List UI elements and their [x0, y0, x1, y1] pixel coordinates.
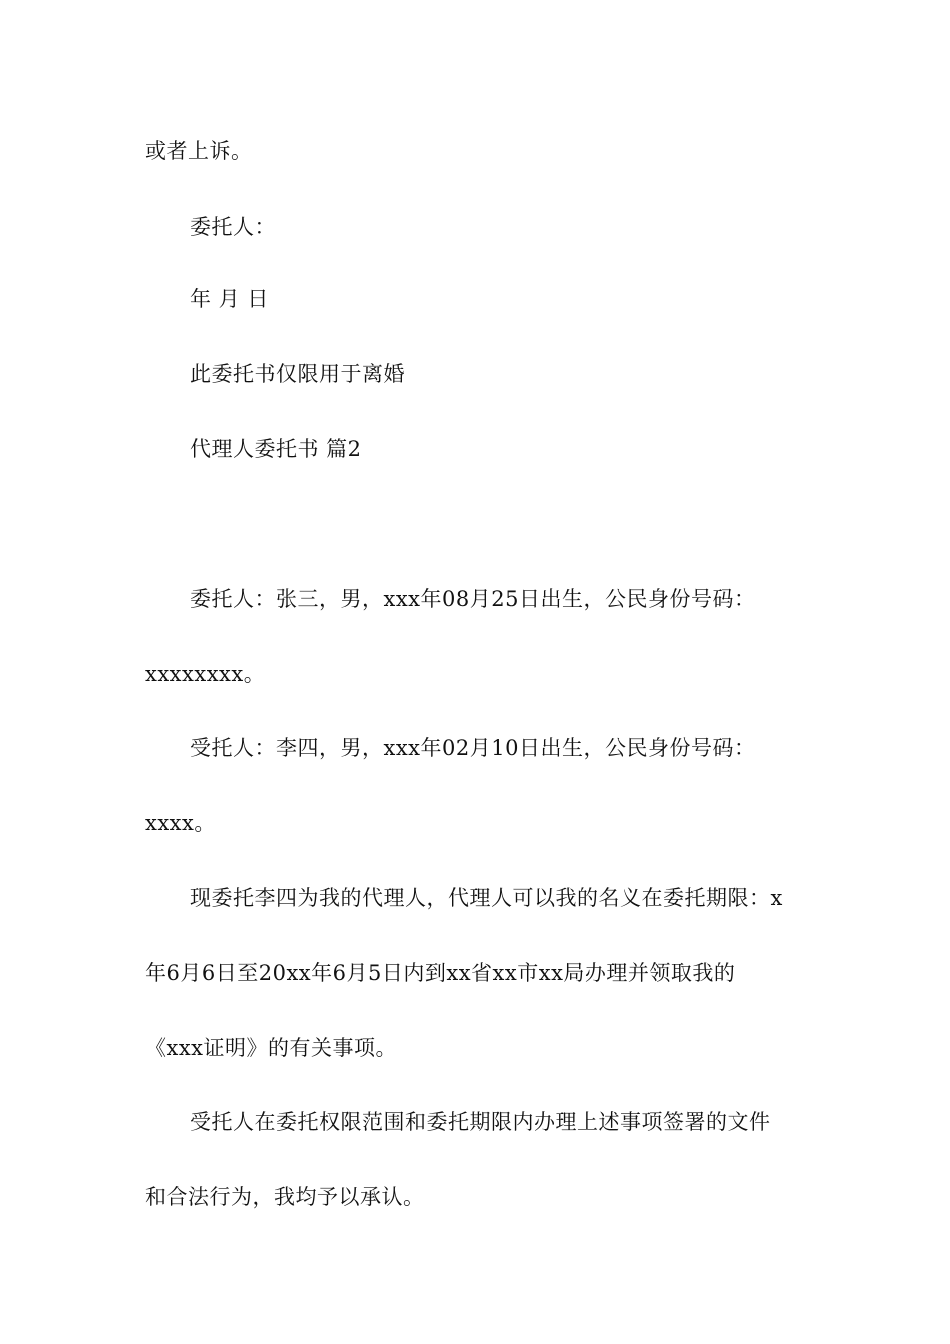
- text-line-agent-info: 受托人：李四，男，xxx年02月10日出生，公民身份号码：: [190, 736, 756, 760]
- text-line-acknowledgement-2: 和合法行为，我均予以承认。: [145, 1185, 425, 1209]
- text-line-date-blank: 年 月 日: [190, 287, 269, 311]
- text-line-principal-label: 委托人：: [190, 215, 276, 239]
- section-heading-part2: 代理人委托书 篇2: [190, 437, 362, 461]
- text-line-appeal-end: 或者上诉。: [145, 139, 253, 163]
- text-line-divorce-only: 此委托书仅限用于离婚: [190, 362, 405, 386]
- text-line-agent-id: xxxx。: [145, 811, 216, 835]
- text-line-principal-id: xxxxxxxx。: [145, 662, 266, 686]
- text-line-authorization-3: 《xxx证明》的有关事项。: [145, 1036, 398, 1060]
- text-line-principal-info: 委托人：张三，男，xxx年08月25日出生，公民身份号码：: [190, 587, 756, 611]
- text-line-acknowledgement-1: 受托人在委托权限范围和委托期限内办理上述事项签署的文件: [190, 1110, 771, 1134]
- text-line-authorization-2: 年6月6日至20xx年6月5日内到xx省xx市xx局办理并领取我的: [145, 961, 736, 985]
- text-line-authorization-1: 现委托李四为我的代理人，代理人可以我的名义在委托期限：x: [190, 886, 783, 910]
